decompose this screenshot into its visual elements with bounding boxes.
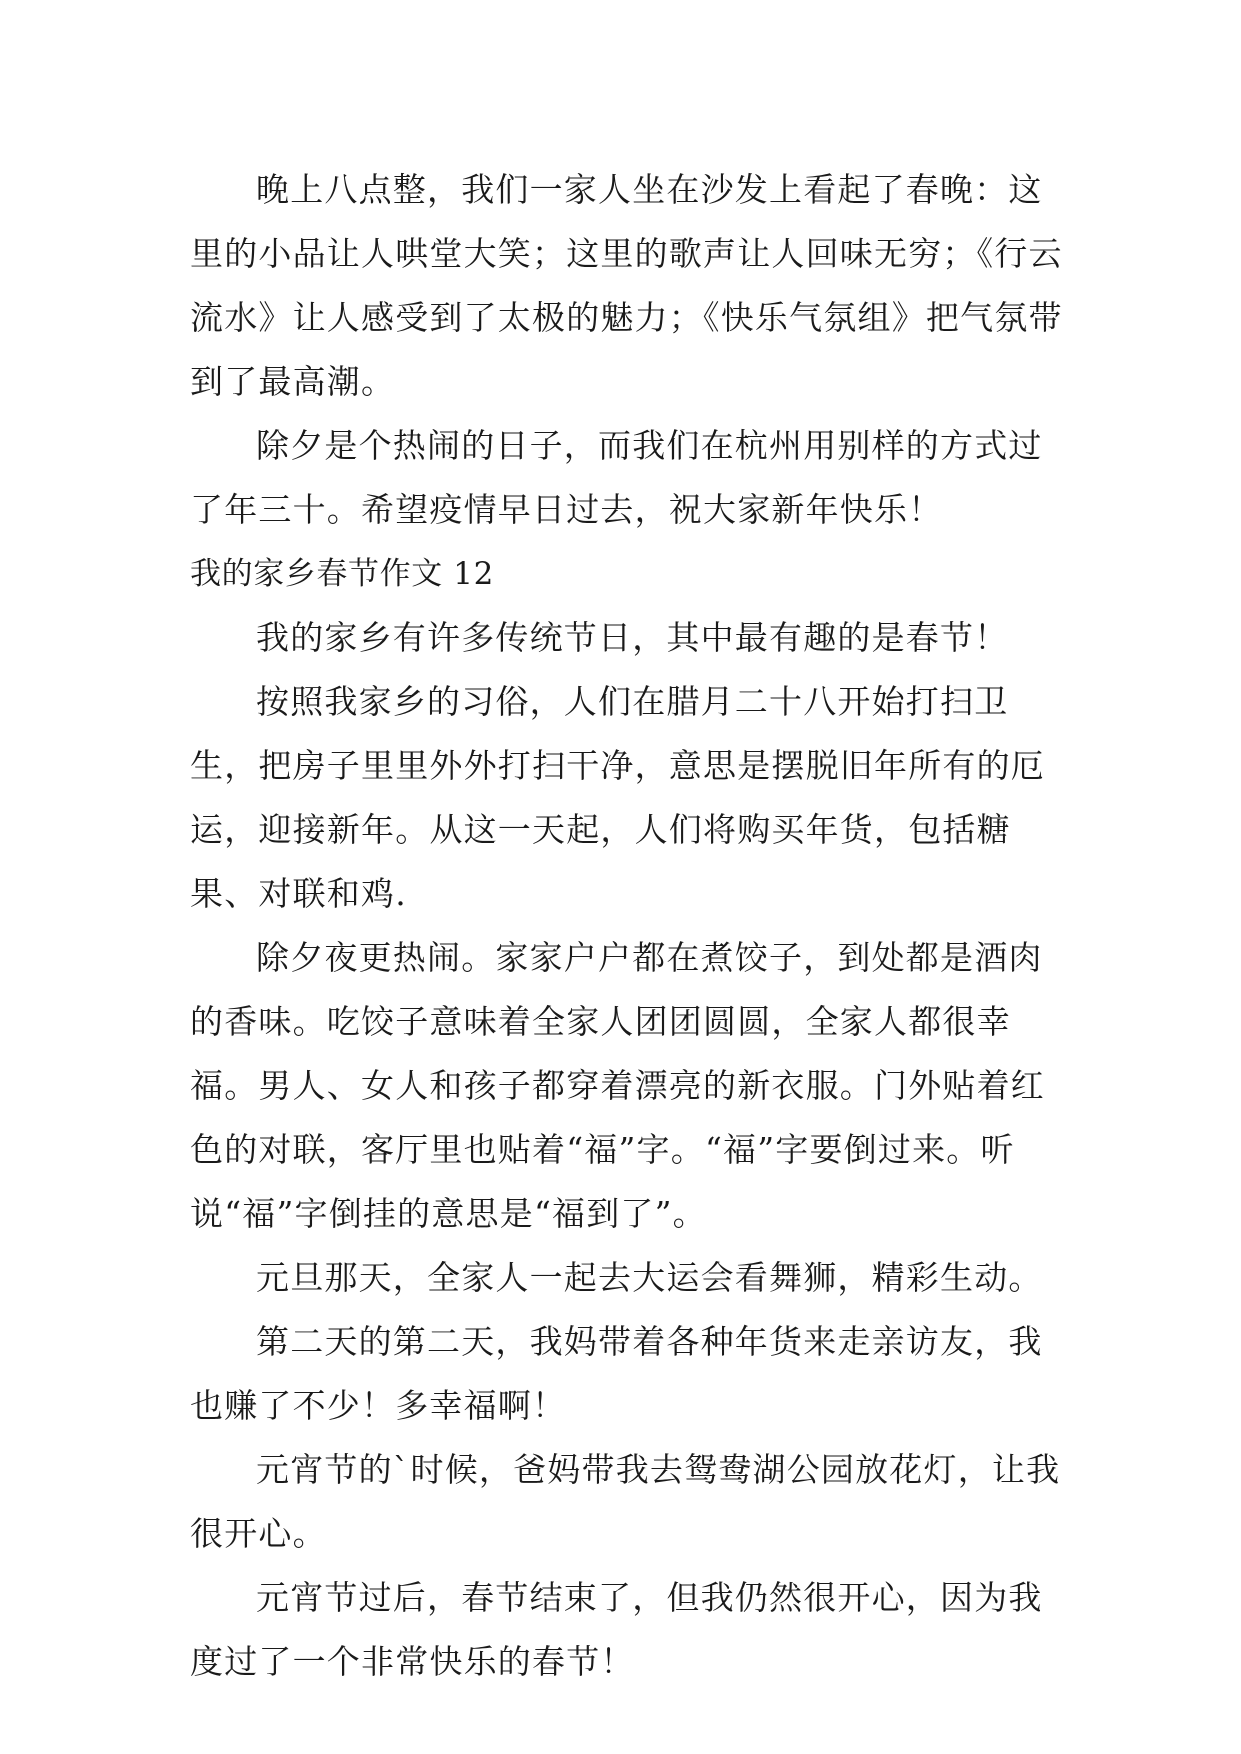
paragraph: 我的家乡有许多传统节日，其中最有趣的是春节！ <box>256 618 1009 657</box>
paragraph: 除夕是个热闹的日子，而我们在杭州用别样的方式过了年三十。希望疫情早日过去，祝大家新年快乐！ <box>190 426 1043 529</box>
paragraph: 元宵节过后，春节结束了，但我仍然很开心，因为我度过了一个非常快乐的春节！ <box>190 1578 1043 1681</box>
section-heading: 我的家乡春节作文 12 <box>190 556 494 592</box>
paragraph: 晚上八点整，我们一家人坐在沙发上看起了春晚：这里的小品让人哄堂大笑；这里的歌声让人回味无穷；《行云流水》让人感受到了太极的魅力；《快乐气氛组》把气氛带到了最高潮。 <box>190 170 1063 401</box>
paragraph: 元宵节的`时候，爸妈带我去鸳鸯湖公园放花灯，让我很开心。 <box>190 1450 1061 1553</box>
paragraph: 按照我家乡的习俗，人们在腊月二十八开始打扫卫生，把房子里里外外打扫干净，意思是摆脱旧年所有的厄运，迎接新年。从这一天起，人们将购买年货，包括糖果、对联和鸡. <box>190 682 1045 913</box>
document-page <box>190 158 1070 1694</box>
paragraph: 元旦那天，全家人一起去大运会看舞狮，精彩生动。 <box>256 1258 1043 1297</box>
paragraph: 除夕夜更热闹。家家户户都在煮饺子，到处都是酒肉的香味。吃饺子意味着全家人团团圆圆，全家人都很幸福。男人、女人和孩子都穿着漂亮的新衣服。门外贴着红色的对联，客厅里也贴着“福”字。“福”字要倒过来。听说“福”字倒挂的意思是“福到了”。 <box>190 938 1045 1233</box>
paragraph: 第二天的第二天，我妈带着各种年货来走亲访友，我也赚了不少！多幸福啊！ <box>190 1322 1043 1425</box>
